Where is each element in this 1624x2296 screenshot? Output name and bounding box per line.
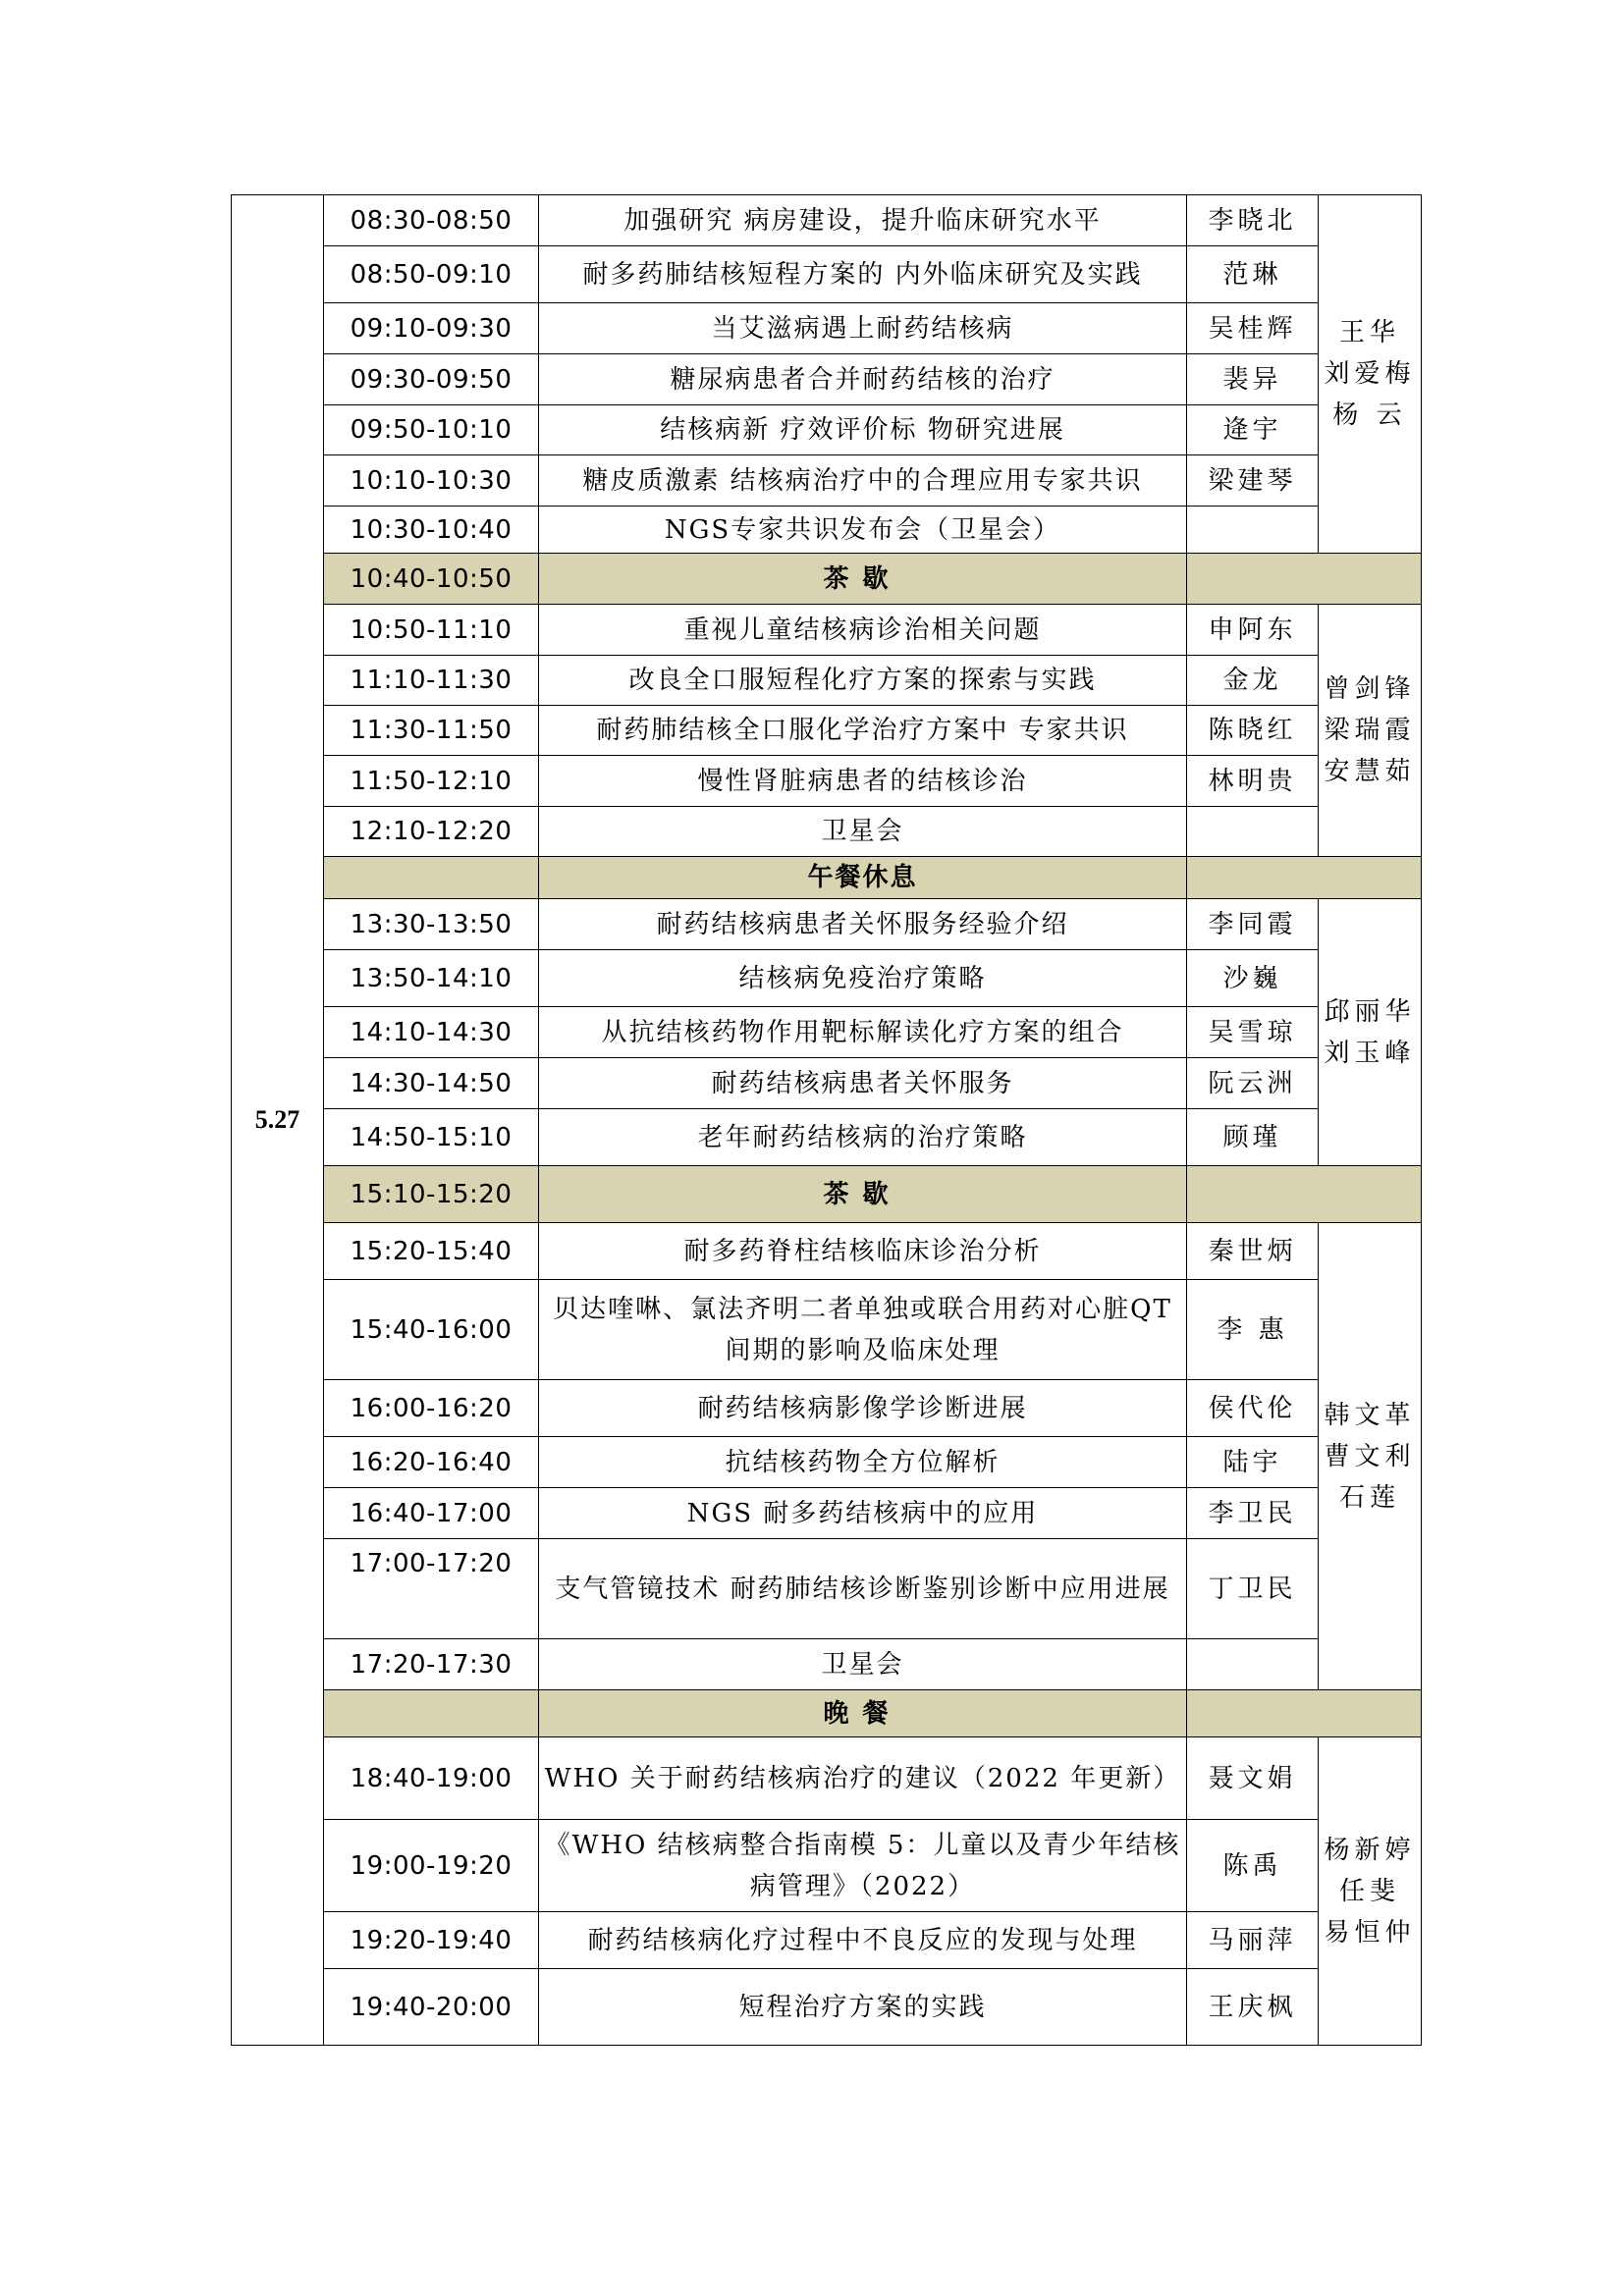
time-cell: 11:30-11:50 <box>324 706 539 756</box>
topic-cell: 耐多药脊柱结核临床诊治分析 <box>539 1223 1187 1280</box>
topic-cell: 结核病新 疗效评价标 物研究进展 <box>539 405 1187 455</box>
speaker-cell: 丁卫民 <box>1187 1539 1319 1639</box>
topic-cell: 抗结核药物全方位解析 <box>539 1437 1187 1488</box>
topic-cell: NGS专家共识发布会（卫星会） <box>539 507 1187 554</box>
chair-name: 曾剑锋 <box>1324 674 1416 704</box>
table-row <box>232 605 1422 656</box>
topic-cell: 糖尿病患者合并耐药结核的治疗 <box>539 354 1187 405</box>
time-cell: 19:00-19:20 <box>324 1820 539 1912</box>
topic-cell: 重视儿童结核病诊治相关问题 <box>539 605 1187 656</box>
chair-name: 任斐 <box>1338 1876 1400 1906</box>
topic-cell: 加强研究 病房建设，提升临床研究水平 <box>539 195 1187 246</box>
speaker-cell: 秦世炳 <box>1187 1223 1319 1280</box>
table-row <box>232 1058 1422 1109</box>
break-row <box>232 554 1422 605</box>
table-row <box>232 807 1422 857</box>
break-blank-cell <box>1187 857 1422 899</box>
time-cell: 09:10-09:30 <box>324 303 539 354</box>
time-cell <box>324 1690 539 1737</box>
time-cell: 15:10-15:20 <box>324 1166 539 1223</box>
table-row <box>232 706 1422 756</box>
chair-name: 石莲 <box>1338 1482 1400 1513</box>
chair-cell-session-2 <box>1319 605 1422 857</box>
time-cell: 09:50-10:10 <box>324 405 539 455</box>
topic-cell: 糖皮质激素 结核病治疗中的合理应用专家共识 <box>539 455 1187 507</box>
chair-cell-session-3 <box>1319 899 1422 1166</box>
chair-cell-session-4 <box>1319 1223 1422 1690</box>
topic-cell: NGS 耐多药结核病中的应用 <box>539 1488 1187 1539</box>
speaker-cell: 李卫民 <box>1187 1488 1319 1539</box>
topic-cell: 耐多药肺结核短程方案的 内外临床研究及实践 <box>539 246 1187 303</box>
table-row <box>232 354 1422 405</box>
table-row <box>232 1437 1422 1488</box>
topic-cell: 耐药结核病影像学诊断进展 <box>539 1380 1187 1437</box>
table-row <box>232 756 1422 807</box>
table-row <box>232 195 1422 246</box>
date-cell: 5.27 <box>232 195 324 2046</box>
chair-cell-session-1 <box>1319 195 1422 554</box>
time-cell: 13:30-13:50 <box>324 899 539 950</box>
table-row <box>232 303 1422 354</box>
time-cell: 10:50-11:10 <box>324 605 539 656</box>
time-cell: 10:40-10:50 <box>324 554 539 605</box>
table-row <box>232 1639 1422 1690</box>
table-row <box>232 246 1422 303</box>
speaker-cell: 陈晓红 <box>1187 706 1319 756</box>
topic-cell: 支气管镜技术 耐药肺结核诊断鉴别诊断中应用进展 <box>539 1539 1187 1639</box>
topic-cell: 耐药肺结核全口服化学治疗方案中 专家共识 <box>539 706 1187 756</box>
time-cell: 16:20-16:40 <box>324 1437 539 1488</box>
topic-cell: 耐药结核病化疗过程中不良反应的发现与处理 <box>539 1912 1187 1969</box>
time-cell: 19:20-19:40 <box>324 1912 539 1969</box>
break-label: 晚餐 <box>539 1690 1187 1737</box>
break-blank-cell <box>1187 1690 1422 1737</box>
time-cell: 17:20-17:30 <box>324 1639 539 1690</box>
table-row <box>232 1539 1422 1639</box>
chair-name: 安慧茹 <box>1324 757 1416 786</box>
break-row <box>232 857 1422 899</box>
chair-cell-session-5 <box>1319 1737 1422 2046</box>
break-row <box>232 1166 1422 1223</box>
time-cell: 19:40-20:00 <box>324 1969 539 2046</box>
table-row <box>232 1007 1422 1058</box>
topic-cell: 卫星会 <box>539 807 1187 857</box>
time-cell: 08:30-08:50 <box>324 195 539 246</box>
time-cell: 13:50-14:10 <box>324 950 539 1007</box>
topic-cell: 贝达喹啉、氯法齐明二者单独或联合用药对心脏QT 间期的影响及临床处理 <box>539 1280 1187 1380</box>
time-cell: 10:10-10:30 <box>324 455 539 507</box>
table-row <box>232 1109 1422 1166</box>
break-blank-cell <box>1187 1166 1422 1223</box>
topic-cell: 耐药结核病患者关怀服务 <box>539 1058 1187 1109</box>
table-row <box>232 1488 1422 1539</box>
time-cell: 14:50-15:10 <box>324 1109 539 1166</box>
table-row <box>232 507 1422 554</box>
break-row <box>232 1690 1422 1737</box>
table-row <box>232 1223 1422 1280</box>
table-row <box>232 1912 1422 1969</box>
speaker-cell <box>1187 1639 1319 1690</box>
speaker-cell: 李同霞 <box>1187 899 1319 950</box>
time-cell: 08:50-09:10 <box>324 246 539 303</box>
speaker-cell: 阮云洲 <box>1187 1058 1319 1109</box>
speaker-cell: 聂文娟 <box>1187 1737 1319 1820</box>
chair-name: 曹文利 <box>1324 1441 1416 1471</box>
chair-name: 易恒仲 <box>1324 1917 1416 1948</box>
chair-name: 王华 <box>1338 318 1400 347</box>
table-row <box>232 455 1422 507</box>
speaker-cell: 裴异 <box>1187 354 1319 405</box>
time-cell: 15:20-15:40 <box>324 1223 539 1280</box>
speaker-cell: 逄宇 <box>1187 405 1319 455</box>
topic-cell: WHO 关于耐药结核病治疗的建议（2022 年更新） <box>539 1737 1187 1820</box>
time-cell: 16:00-16:20 <box>324 1380 539 1437</box>
chair-name: 韩文革 <box>1324 1400 1416 1430</box>
speaker-cell: 马丽萍 <box>1187 1912 1319 1969</box>
table-row <box>232 899 1422 950</box>
speaker-cell <box>1187 807 1319 857</box>
topic-cell: 当艾滋病遇上耐药结核病 <box>539 303 1187 354</box>
speaker-cell: 沙巍 <box>1187 950 1319 1007</box>
speaker-cell: 范琳 <box>1187 246 1319 303</box>
topic-cell: 结核病免疫治疗策略 <box>539 950 1187 1007</box>
topic-cell: 慢性肾脏病患者的结核诊治 <box>539 756 1187 807</box>
chair-name: 杨 云 <box>1332 400 1407 430</box>
table-row <box>232 1737 1422 1820</box>
speaker-cell: 李晓北 <box>1187 195 1319 246</box>
time-cell: 12:10-12:20 <box>324 807 539 857</box>
time-cell <box>324 857 539 899</box>
chair-name: 杨新婷 <box>1324 1835 1416 1865</box>
time-cell: 14:10-14:30 <box>324 1007 539 1058</box>
table-row <box>232 950 1422 1007</box>
time-cell: 18:40-19:00 <box>324 1737 539 1820</box>
table-row <box>232 1280 1422 1380</box>
speaker-cell: 梁建琴 <box>1187 455 1319 507</box>
speaker-cell: 李 惠 <box>1187 1280 1319 1380</box>
break-label: 茶歇 <box>539 554 1187 605</box>
chair-name: 刘爱梅 <box>1324 359 1416 389</box>
topic-cell: 《WHO 结核病整合指南模 5：儿童以及青少年结核病管理》（2022） <box>539 1820 1187 1912</box>
break-label: 午餐休息 <box>539 857 1187 899</box>
table-row <box>232 656 1422 706</box>
break-blank-cell <box>1187 554 1422 605</box>
topic-cell: 耐药结核病患者关怀服务经验介绍 <box>539 899 1187 950</box>
speaker-cell: 金龙 <box>1187 656 1319 706</box>
time-cell: 11:10-11:30 <box>324 656 539 706</box>
topic-cell: 从抗结核药物作用靶标解读化疗方案的组合 <box>539 1007 1187 1058</box>
time-cell: 11:50-12:10 <box>324 756 539 807</box>
speaker-cell: 吴雪琼 <box>1187 1007 1319 1058</box>
time-cell: 16:40-17:00 <box>324 1488 539 1539</box>
time-cell: 10:30-10:40 <box>324 507 539 554</box>
time-cell: 09:30-09:50 <box>324 354 539 405</box>
table-row <box>232 1380 1422 1437</box>
speaker-cell: 王庆枫 <box>1187 1969 1319 2046</box>
speaker-cell <box>1187 507 1319 554</box>
speaker-cell: 陆宇 <box>1187 1437 1319 1488</box>
speaker-cell: 侯代伦 <box>1187 1380 1319 1437</box>
speaker-cell: 顾瑾 <box>1187 1109 1319 1166</box>
speaker-cell: 吴桂辉 <box>1187 303 1319 354</box>
topic-cell: 短程治疗方案的实践 <box>539 1969 1187 2046</box>
topic-cell: 老年耐药结核病的治疗策略 <box>539 1109 1187 1166</box>
table-row <box>232 405 1422 455</box>
chair-name: 邱丽华 <box>1324 996 1416 1027</box>
time-cell: 14:30-14:50 <box>324 1058 539 1109</box>
table-row <box>232 1969 1422 2046</box>
table-row <box>232 1820 1422 1912</box>
chair-name: 梁瑞霞 <box>1324 716 1416 745</box>
time-cell: 15:40-16:00 <box>324 1280 539 1380</box>
chair-name: 刘玉峰 <box>1324 1038 1416 1068</box>
topic-cell: 卫星会 <box>539 1639 1187 1690</box>
speaker-cell: 陈禹 <box>1187 1820 1319 1912</box>
break-label: 茶歇 <box>539 1166 1187 1223</box>
speaker-cell: 林明贵 <box>1187 756 1319 807</box>
time-cell: 17:00-17:20 <box>324 1539 539 1639</box>
speaker-cell: 申阿东 <box>1187 605 1319 656</box>
topic-cell: 改良全口服短程化疗方案的探索与实践 <box>539 656 1187 706</box>
schedule-table <box>231 194 1422 2046</box>
